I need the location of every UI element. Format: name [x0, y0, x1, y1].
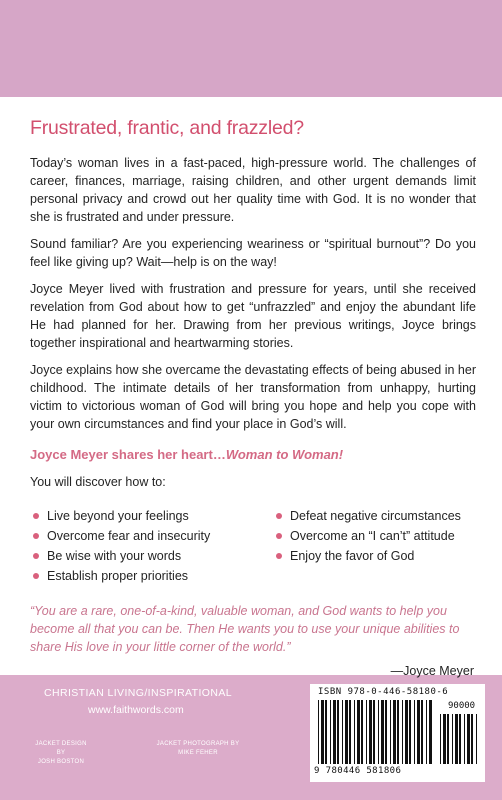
- paragraph-2: Sound familiar? Are you experiencing weariness or “spiritual burnout”? Do you feel like giving up? Wait—help is on the way!: [30, 237, 476, 269]
- barcode-bar: [476, 714, 477, 764]
- list-item: Live beyond your feelings: [33, 506, 276, 526]
- back-cover-copy: [30, 117, 476, 678]
- barcode-bar: [414, 700, 415, 764]
- barcode-bar: [397, 700, 399, 764]
- barcode-bar: [440, 714, 441, 764]
- barcode-bar: [349, 700, 351, 764]
- top-color-band: [0, 0, 502, 97]
- barcode-bar: [378, 700, 379, 764]
- author-quote: “You are a rare, one-of-a-kind, valuable woman, and God wants to help you become all that you can be. Then He wants you to use your unique abilities to share His love in your little corner of the world.”: [30, 604, 460, 654]
- list-item: Establish proper priorities: [33, 566, 276, 586]
- barcode-bar: [361, 700, 363, 764]
- barcode-bar: [393, 700, 396, 764]
- paragraph-4: Joyce explains how she overcame the devastating effects of being abused in her childhood. The intimate details of her transformation from unhappy, hurting victim to victorious woman of God will bring you hope and help you cope with your own circumstances and find your place in God’s will.: [30, 363, 476, 431]
- bullet-dot-icon: [276, 553, 282, 559]
- barcode-bar: [369, 700, 372, 764]
- barcode-bar: [402, 700, 403, 764]
- addon-barcode-bars: [440, 714, 480, 764]
- barcode-bar: [321, 700, 324, 764]
- barcode-bar: [385, 700, 387, 764]
- benefit-column-left: [30, 506, 276, 586]
- headline: Frustrated, frantic, and frazzled?: [30, 117, 304, 139]
- barcode-bar: [318, 700, 319, 764]
- barcode-bar: [471, 714, 473, 764]
- ean-barcode-bars: [318, 700, 432, 764]
- paragraph-1: Today’s woman lives in a fast-paced, high-pressure world. The challenges of career, finances, marriage, raising children, and other urgent demands limit personal privacy and crowd out her quality time with God. It is no wonder that she is frustrated and under pressure.: [30, 156, 476, 224]
- bullet-dot-icon: [276, 533, 282, 539]
- barcode-bar: [452, 714, 453, 764]
- paragraph-3: Joyce Meyer lived with frustration and pressure for years, until she received revelation from God about how to get “unfrazzled” and enjoy the abundant life He had planned for her. Drawing from her previous writings, Joyce brings together inspirational and heartwarming stories.: [30, 282, 476, 350]
- barcode-bar: [417, 700, 420, 764]
- barcode-bar: [447, 714, 449, 764]
- barcode-bar: [429, 700, 432, 764]
- barcode-bar: [342, 700, 343, 764]
- barcode-bar: [357, 700, 360, 764]
- barcode-bar: [337, 700, 339, 764]
- tagline-lead: Joyce Meyer shares her heart…: [30, 447, 226, 462]
- benefit-list: [30, 506, 476, 586]
- list-item: Be wise with your words: [33, 546, 276, 566]
- list-item: Overcome fear and insecurity: [33, 526, 276, 546]
- barcode-bar: [333, 700, 336, 764]
- barcode-bar: [330, 700, 331, 764]
- barcode-bar: [381, 700, 384, 764]
- bullet-dot-icon: [33, 513, 39, 519]
- category-label: CHRISTIAN LIVING/INSPIRATIONAL: [44, 687, 233, 699]
- barcode: [310, 684, 485, 782]
- benefit-column-right: [276, 506, 476, 586]
- barcode-bar: [390, 700, 391, 764]
- tagline: [30, 447, 476, 462]
- barcode-bar: [366, 700, 367, 764]
- tagline-title: Woman to Woman!: [225, 447, 344, 462]
- barcode-digits: 9 780446 581806: [314, 766, 402, 776]
- list-item: Defeat negative circumstances: [276, 506, 476, 526]
- price-code: 90000: [448, 701, 476, 711]
- bullet-dot-icon: [33, 533, 39, 539]
- barcode-bar: [443, 714, 446, 764]
- quote-attribution: —Joyce Meyer: [390, 664, 474, 678]
- jacket-design-credit: JACKET DESIGN BY JOSH BOSTON: [35, 741, 87, 765]
- jacket-photo-credit: JACKET PHOTOGRAPH BY MIKE FEHER: [156, 741, 240, 756]
- barcode-bar: [354, 700, 355, 764]
- isbn-number: ISBN 978-0-446-58180-6: [318, 687, 449, 697]
- publisher-url: www.faithwords.com: [88, 704, 184, 716]
- barcode-bar: [467, 714, 470, 764]
- bullet-dot-icon: [33, 553, 39, 559]
- barcode-bar: [409, 700, 411, 764]
- bullet-dot-icon: [276, 513, 282, 519]
- discover-intro: You will discover how to:: [30, 475, 166, 489]
- bullet-dot-icon: [33, 573, 39, 579]
- barcode-bar: [464, 714, 465, 764]
- barcode-bar: [455, 714, 458, 764]
- barcode-bar: [373, 700, 375, 764]
- list-item: Overcome an “I can’t” attitude: [276, 526, 476, 546]
- barcode-bar: [426, 700, 427, 764]
- barcode-bar: [459, 714, 461, 764]
- barcode-bar: [405, 700, 408, 764]
- barcode-bar: [421, 700, 423, 764]
- barcode-bar: [325, 700, 327, 764]
- barcode-bar: [345, 700, 348, 764]
- list-item: Enjoy the favor of God: [276, 546, 476, 566]
